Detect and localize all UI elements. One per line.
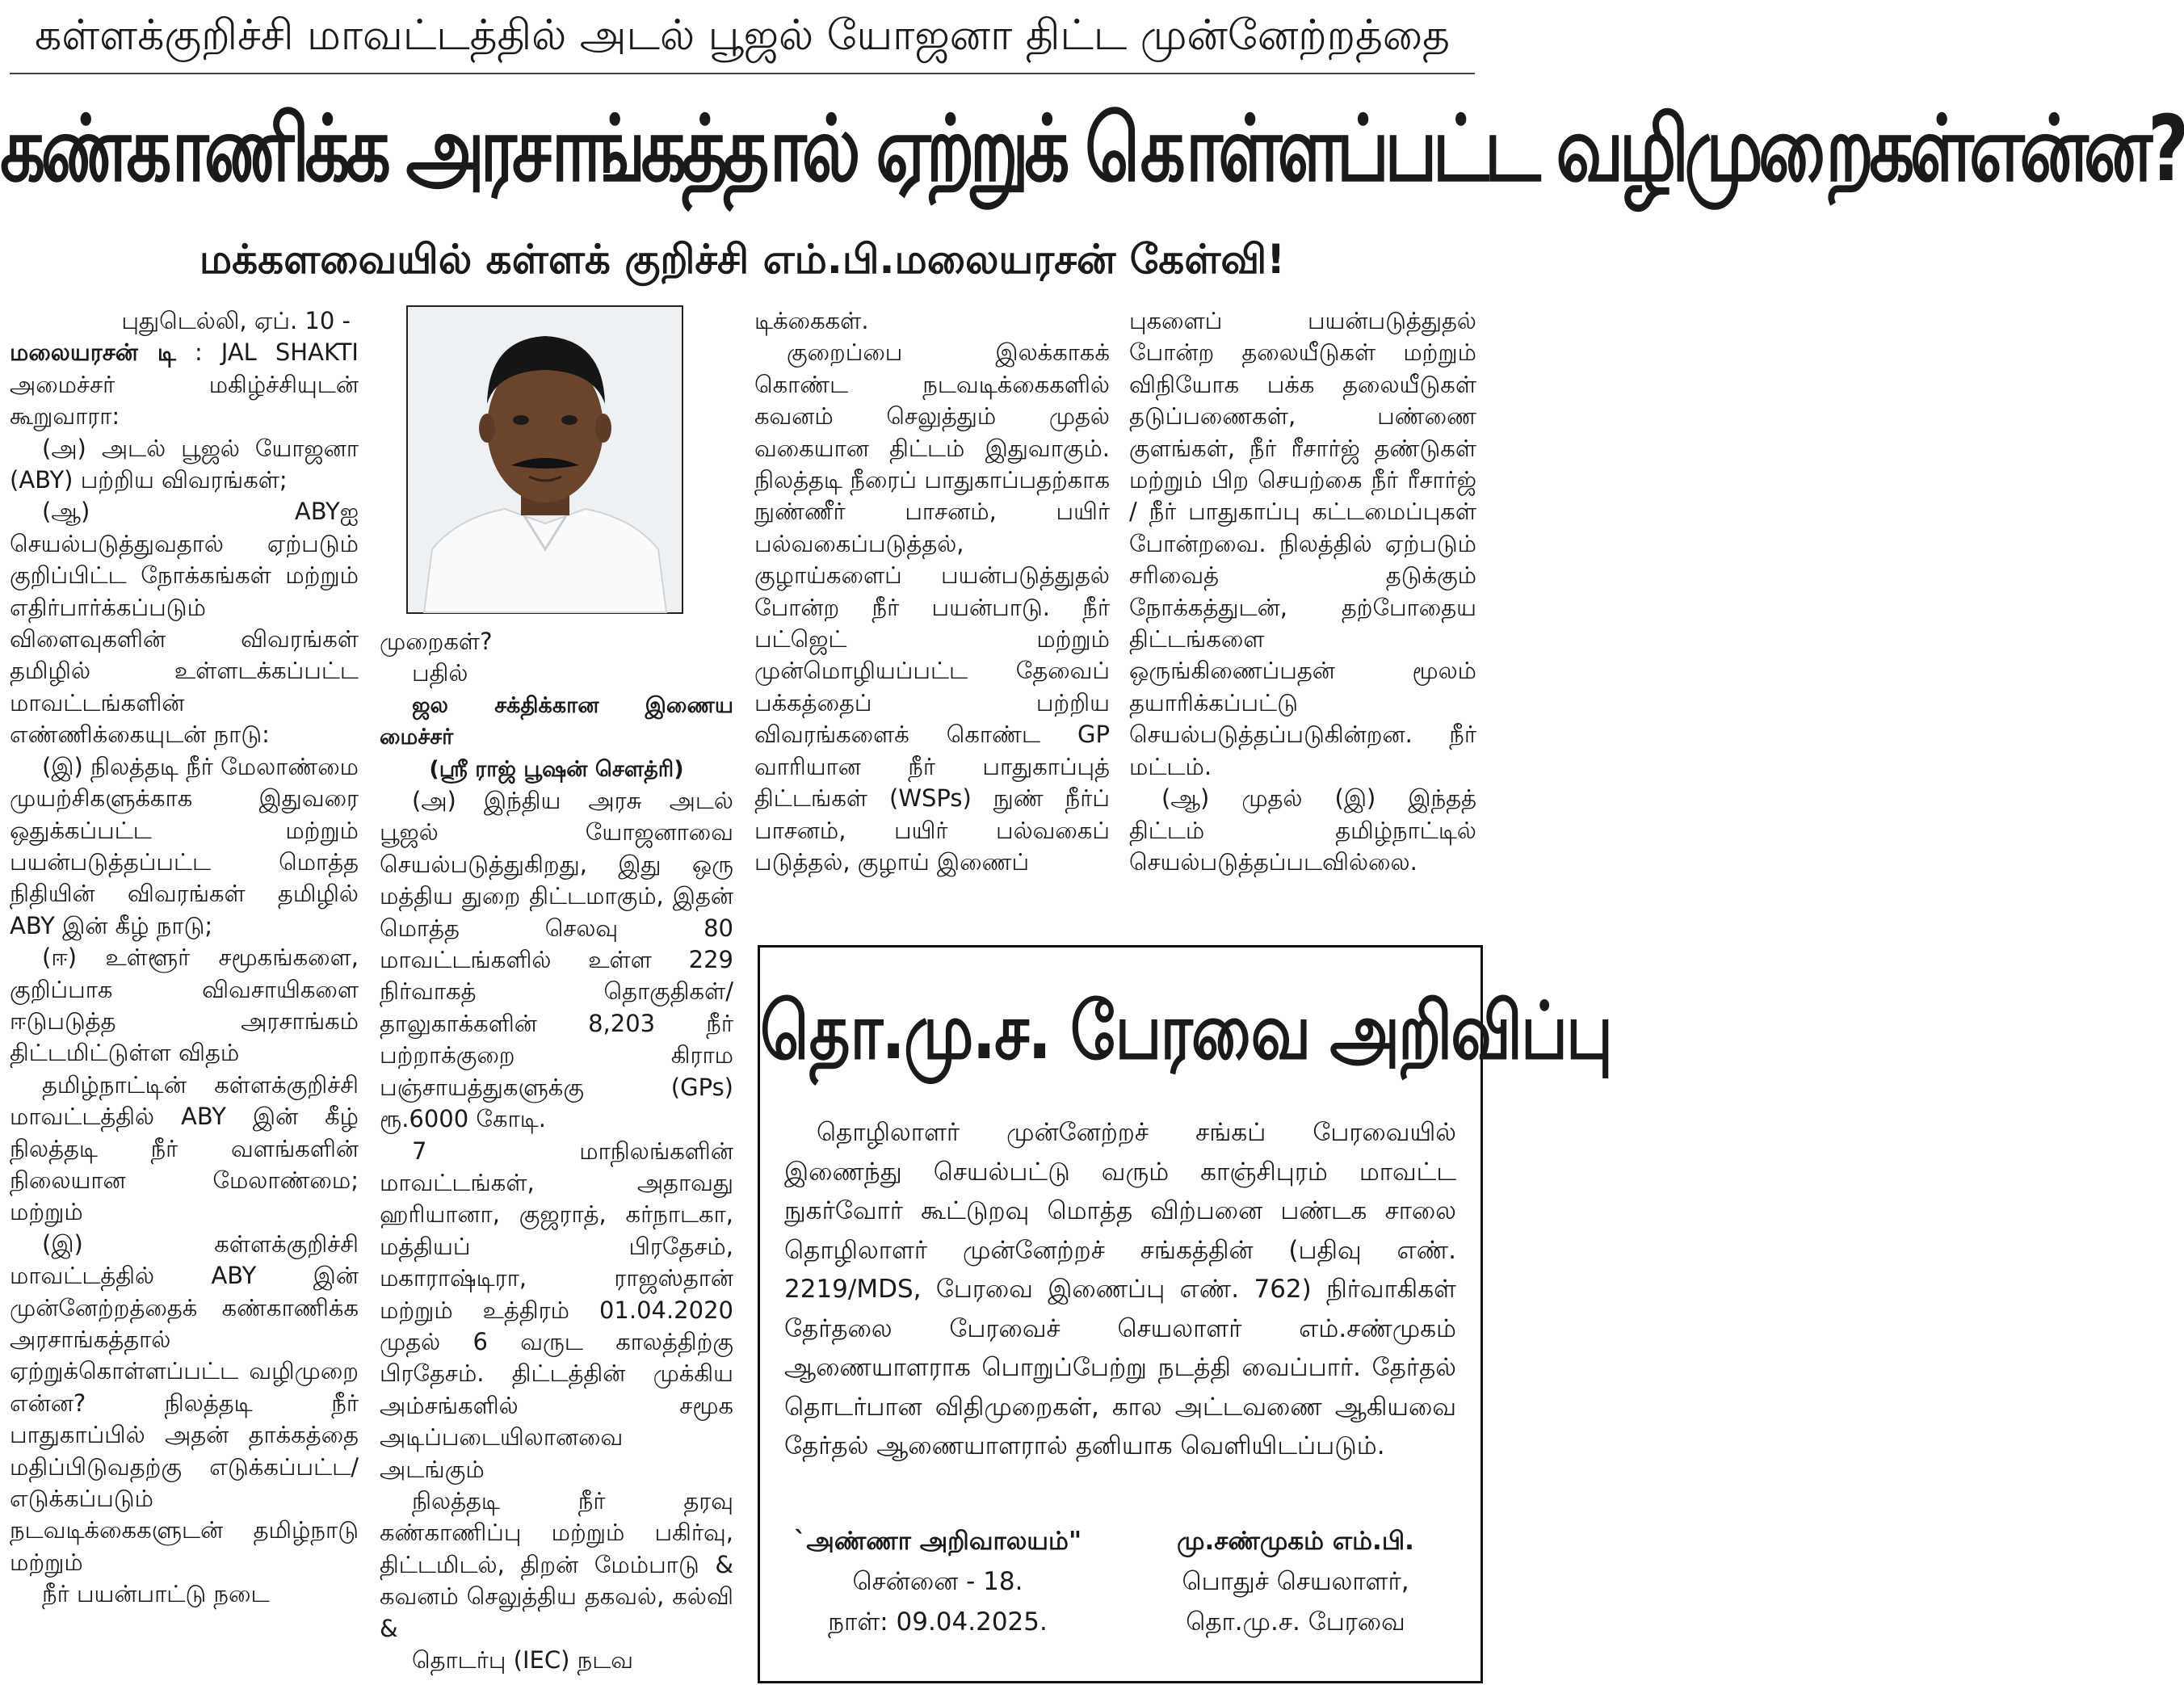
notice-organisation: தொ.மு.ச. பேரவை xyxy=(1186,1607,1405,1637)
notice-text: தொழிலாளர் முன்னேற்றச் சங்கப் பேரவையில் இணைந்து செயல்பட்டு வரும் காஞ்சிபுரம் மாவட்ட நுகர்வோர் கூட்டுறவு மொத்த விற்பனை பண்டக சாலை தொழிலாளர் முன்னேற்றச் சங்கத்தின் (பதிவு எண். 2219/MDS, பேரவை இணைப்பு எண். 762) நிர்வாகிகள் தேர்தலை பேரவைச் செயலாளர் எம்.சண்முகம் ஆணையாளராக பொறுப்பேற்று நடத்தி வைப்பார். தேர்தல் தொடர்பான விதிமுறைகள், கால அட்டவணை ஆகியவை தேர்தல் ஆணையாளரால் தனியாக வெளியிடப்படும். xyxy=(784,1118,1456,1460)
question-a: (அ) அடல் பூஜல் யோஜனா (ABY) பற்றிய விவரங்கள்; xyxy=(10,434,359,494)
notice-box xyxy=(758,945,1612,1683)
question-tail: நீர் பயன்பாட்டு நடை xyxy=(42,1580,270,1608)
answer-interventions: புகளைப் பயன்படுத்துதல் போன்ற தலையீடுகள் மற்றும் விநியோக பக்க தலையீடுகள் தடுப்பணைகள், பண்ணை குளங்கள், நீர் ரீசார்ஜ் தண்டுகள் மற்றும் பிற செயற்கை நீர் ரீசார்ஜ் / நீர் பாதுகாப்பு கட்டமைப்புகள் போன்றவை. நிலத்தில் ஏற்படும் சரிவைத் தடுக்கும் நோக்கத்துடன், தற்போதைய திட்டங்களை ஒருங்கிணைப்பதன் மூலம் தயாரிக்கப்பட்டு செயல்படுத்தப்படுகின்றன. நீர் மட்டம். xyxy=(1129,307,1476,780)
answer-states: 7 மாநிலங்களின் மாவட்டங்கள், அதாவது ஹரியானா, குஜராத், கர்நாடகா, மத்தியப் பிரதேசம், மகாராஷ்டிரா, ராஜஸ்தான் மற்றும் உத்திரம் 01.04.2020 முதல் 6 வருட காலத்திற்கு பிரதேசம். திட்டத்தின் முக்கிய அம்சங்களில் சமூக அடிப்படையிலானவை அடங்கும் xyxy=(380,1137,733,1483)
question-e: (இ) கள்ளக்குறிச்சி மாவட்டத்தில் ABY இன் முன்னேற்றத்தைக் கண்காணிக்க அரசாங்கத்தால் ஏற்றுக்கொள்ளப்பட்ட வழிமுறை என்ன? நிலத்தடி நீர் பாதுகாப்பில் அதன் தாக்கத்தை மதிப்பிடுவதற்கு எடுக்கப்பட்ட/எடுக்கப்படும் நடவடிக்கைகளுடன் தமிழ்நாடு மற்றும் xyxy=(10,1229,359,1576)
notice-city: சென்னை - 18. xyxy=(852,1567,1023,1596)
answer-data: நிலத்தடி நீர் தரவு கண்காணிப்பு மற்றும் பகிர்வு, திட்டமிடல், திறன் மேம்பாடு & கவனம் செலுத்திய தகவல், கல்வி & xyxy=(380,1486,733,1642)
headline: கண்காணிக்க அரசாங்கத்தால் ஏற்றுக் கொள்ளப்பட்ட வழிமுறைகள்என்ன? xyxy=(0,95,2184,202)
answer-label: பதில் xyxy=(412,659,468,687)
kicker-line: கள்ளக்குறிச்சி மாவட்டத்தில் அடல் பூஜல் யோஜனா திட்ட முன்னேற்றத்தை xyxy=(34,11,1450,60)
notice-date: நாள்: 09.04.2025. xyxy=(828,1607,1048,1637)
answer-cont: டிக்கைகள். xyxy=(754,307,869,334)
article-column-2 xyxy=(380,626,733,1676)
notice-footer-right xyxy=(1122,1521,1469,1642)
notice-title: தொ.மு.ச. பேரவை அறிவிப்பு xyxy=(760,986,1612,1078)
minister-name: (ஸ்ரீ ராஜ் பூஷன் சௌத்ரி) xyxy=(429,756,684,782)
question-aa: (ஆ) ABYஐ செயல்படுத்துவதால் ஏற்படும் குறிப்பிட்ட நோக்கங்கள் மற்றும் எதிர்பார்க்கப்படும் விளைவுகளின் விவரங்கள் தமிழில் உள்ளடக்கப்பட்ட மாவட்டங்களின் எண்ணிக்கையுடன் நாடு: xyxy=(10,498,359,749)
answer-a: (அ) இந்திய அரசு அடல் பூஜல் யோஜனாவை செயல்படுத்துகிறது, இது ஒரு மத்திய துறை திட்டமாகும், இதன் மொத்த செலவு 80 மாவட்டங்களில் உள்ள 229 நிர்வாகத் தொகுதிகள்/ தாலுகாக்களின் 8,203 நீர் பற்றாக்குறை கிராம பஞ்சாயத்துகளுக்கு (GPs) ரூ.6000 கோடி. xyxy=(380,787,733,1133)
answer-measures: குறைப்பை இலக்காகக் கொண்ட நடவடிக்கைகளில் கவனம் செலுத்தும் முதல் வகையான திட்டம் இதுவாகும். நிலத்தடி நீரைப் பாதுகாப்பதற்காக நுண்ணீர் பாசனம், பயிர் பல்வகைப்படுத்தல், குழாய்களைப் பயன்படுத்துதல் போன்ற நீர் பயன்பாடு. நீர் பட்ஜெட் மற்றும் முன்மொழியப்பட்ட தேவைப் பக்கத்தைப் பற்றிய விவரங்களைக் கொண்ட GP வாரியான நீர் பாதுகாப்புத் திட்டங்கள் (WSPs) நுண் நீர்ப் பாசனம், பயிர் பல்வகைப் படுத்தல், குழாய் இணைப் xyxy=(754,338,1110,876)
notice-signatory: மு.சண்முகம் எம்.பி. xyxy=(1177,1527,1414,1556)
answer-tn: (ஆ) முதல் (இ) இந்தத் திட்டம் தமிழ்நாட்டில் செயல்படுத்தப்படவில்லை. xyxy=(1129,784,1476,876)
question-tn: தமிழ்நாட்டின் கள்ளக்குறிச்சி மாவட்டத்தில் ABY இன் கீழ் நிலத்தடி நீர் வளங்களின் நிலையான மேலாண்மை; மற்றும் xyxy=(10,1070,359,1226)
question-i: (இ) நிலத்தடி நீர் மேலாண்மை முயற்சிகளுக்காக இதுவரை ஒதுக்கப்பட்ட மற்றும் பயன்படுத்தப்பட்ட மொத்த நிதியின் விவரங்கள் தமிழில் ABY இன் கீழ் நாடு; xyxy=(10,752,359,939)
notice-body xyxy=(784,1113,1456,1466)
article-column-4 xyxy=(1129,305,1476,878)
minister-title: ஜல சக்திக்கான இணைய மைச்சர் xyxy=(380,692,733,750)
article-column-1 xyxy=(10,305,359,1611)
mp-photo xyxy=(406,305,683,614)
notice-place: `அண்ணா அறிவாலயம்" xyxy=(793,1527,1082,1556)
article-column-3 xyxy=(754,305,1110,878)
portrait-image xyxy=(408,307,682,612)
answer-iec: தொடர்பு (IEC) நடவ xyxy=(412,1646,634,1674)
kicker-rule xyxy=(10,73,1475,74)
subheadline: மக்களவையில் கள்ளக் குறிச்சி எம்.பி.மலையரசன் கேள்வி! xyxy=(199,236,1286,283)
dateline: புதுடெல்லி, ஏப். 10 - xyxy=(121,307,351,334)
member-name: மலையரசன் டி xyxy=(10,338,176,367)
notice-footer-left xyxy=(768,1521,1107,1642)
question-intro-text: : JAL SHAKTI அமைச்சர் மகிழ்ச்சியுடன் கூறுவாரா: xyxy=(10,338,359,431)
question-end: முறைகள்? xyxy=(380,628,493,655)
question-intro xyxy=(10,337,359,432)
notice-designation: பொதுச் செயலாளர், xyxy=(1182,1567,1409,1596)
question-ee: (ஈ) உள்ளூர் சமூகங்களை, குறிப்பாக விவசாயிகளை ஈடுபடுத்த அரசாங்கம் திட்டமிட்டுள்ள விதம் xyxy=(10,943,359,1067)
